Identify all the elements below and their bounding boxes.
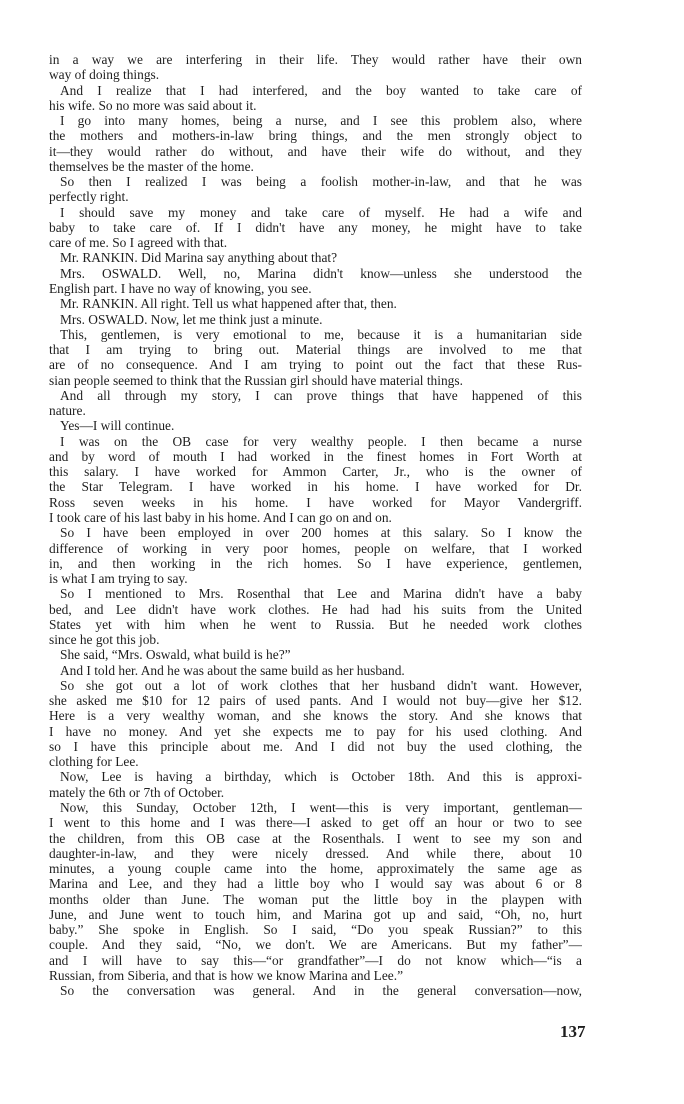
- text-line: June, and June went to touch him, and Marina got up and said, “Oh, no, hurt: [49, 906, 582, 922]
- paragraph: [49, 434, 582, 526]
- paragraph: [49, 113, 582, 174]
- text-line: clothing for Lee.: [49, 754, 139, 770]
- paragraph: [49, 52, 582, 83]
- paragraph: [49, 388, 582, 419]
- paragraph: [49, 266, 582, 297]
- text-line: daughter-in-law, and they were nicely dressed. And while there, about 10: [49, 845, 582, 861]
- paragraph: [49, 647, 582, 662]
- text-line: This, gentlemen, is very emotional to me, because it is a humanitarian side: [60, 326, 582, 342]
- document-body: [49, 52, 582, 998]
- text-line: couple. And they said, “No, we don't. We are Americans. But my father”—: [49, 937, 582, 953]
- text-line: Now, Lee is having a birthday, which is October 18th. And this is approxi-: [60, 769, 582, 785]
- text-line: is what I am trying to say.: [49, 571, 188, 587]
- text-line: perfectly right.: [49, 189, 129, 205]
- text-line: the Star Telegram. I have worked in his home. I have worked for Dr.: [49, 479, 582, 495]
- text-line: And all through my story, I can prove things that have happened of this: [60, 387, 582, 403]
- text-line: sian people seemed to think that the Russian girl should have material things.: [49, 372, 463, 388]
- paragraph: [49, 205, 582, 251]
- text-line: baby to take care of. If I didn't have any money, he might have to take: [49, 219, 582, 235]
- text-line: months older than June. The woman put the little boy in the playpen with: [49, 891, 582, 907]
- text-line: So then I realized I was being a foolish mother-in-law, and that he was: [60, 174, 582, 190]
- text-line: Mr. RANKIN. Did Marina say anything about that?: [60, 250, 338, 266]
- text-line: I went to this home and I was there—I asked to get off an hour or two to see: [49, 815, 582, 831]
- paragraph: [49, 312, 582, 327]
- text-line: States yet with him when he went to Russia. But he needed work clothes: [49, 616, 582, 632]
- paragraph: [49, 800, 582, 983]
- text-line: I go into many homes, being a nurse, and I see this problem also, where: [60, 113, 582, 129]
- paragraph: [49, 327, 582, 388]
- text-line: Now, this Sunday, October 12th, I went—this is very important, gentleman—: [60, 800, 582, 816]
- text-line: that I am trying to bring out. Material things are involved to me that: [49, 342, 582, 358]
- paragraph: [49, 678, 582, 770]
- page-number: 137: [560, 1022, 586, 1041]
- text-line: are of no consequence. And I am trying to point out the fact that these Rus-: [49, 357, 582, 373]
- text-line: the mothers and mothers-in-law bring things, and the men strongly object to: [49, 128, 582, 144]
- paragraph: [49, 296, 582, 311]
- text-line: Russian, from Siberia, and that is how we know Marina and Lee.”: [49, 967, 404, 983]
- paragraph: [49, 983, 582, 998]
- text-line: I have no money. And yet she expects me to pay for his used clothing. And: [49, 723, 582, 739]
- text-line: in a way we are interfering in their life. They would rather have their own: [49, 52, 582, 67]
- text-line: And I realize that I had interfered, and the boy wanted to take care of: [60, 82, 582, 98]
- text-line: Mrs. OSWALD. Well, no, Marina didn't know—unless she understood the: [60, 265, 582, 281]
- text-line: and I will have to say this—“or grandfather”—I do not know which—“is a: [49, 952, 582, 968]
- text-line: Marina and Lee, and they had a little boy who I would say was about 6 or 8: [49, 876, 582, 892]
- text-line: mately the 6th or 7th of October.: [49, 784, 225, 800]
- text-line: Mrs. OSWALD. Now, let me think just a minute.: [60, 311, 323, 327]
- text-line: so I have this principle about me. And I did not buy the used clothing, the: [49, 738, 582, 754]
- paragraph: [49, 250, 582, 265]
- text-line: minutes, a young couple came into the home, approximately the same age as: [49, 861, 582, 877]
- text-line: So I have been employed in over 200 homes at this salary. So I know the: [60, 525, 582, 541]
- paragraph: [49, 525, 582, 586]
- text-line: she asked me $10 for 12 pairs of used pants. And I would not buy—give her $12.: [49, 693, 582, 709]
- text-line: baby.” She spoke in English. So I said, “Do you speak Russian?” to this: [49, 922, 582, 938]
- text-line: his wife. So no more was said about it.: [49, 97, 257, 113]
- text-line: She said, “Mrs. Oswald, what build is he?”: [60, 647, 291, 663]
- text-line: this salary. I have worked for Ammon Carter, Jr., who is the owner of: [49, 464, 582, 480]
- text-line: since he got this job.: [49, 632, 160, 648]
- text-line: the children, from this OB case at the Rosenthals. I went to see my son and: [49, 830, 582, 846]
- text-line: Mr. RANKIN. All right. Tell us what happened after that, then.: [60, 296, 397, 312]
- text-line: in, and then working in the rich homes. So I have experience, gentlemen,: [49, 555, 582, 571]
- text-line: And I told her. And he was about the same build as her husband.: [60, 662, 405, 678]
- text-line: So I mentioned to Mrs. Rosenthal that Lee and Marina didn't have a baby: [60, 586, 582, 602]
- text-line: bed, and Lee didn't have work clothes. He had had his suits from the United: [49, 601, 582, 617]
- paragraph: [49, 663, 582, 678]
- text-line: way of doing things.: [49, 67, 160, 83]
- text-line: difference of working in very poor homes, people on welfare, that I worked: [49, 540, 582, 556]
- text-line: So the conversation was general. And in the general conversation—now,: [60, 983, 582, 999]
- paragraph: [49, 586, 582, 647]
- text-line: and by word of mouth I had worked in the finest homes in Fort Worth at: [49, 448, 582, 464]
- text-line: it—they would rather do without, and have their wife do without, and they: [49, 143, 582, 159]
- text-line: care of me. So I agreed with that.: [49, 235, 228, 251]
- paragraph: [49, 174, 582, 205]
- text-line: I took care of his last baby in his home. And I can go on and on.: [49, 509, 392, 525]
- text-line: nature.: [49, 403, 86, 419]
- text-line: So she got out a lot of work clothes that her husband didn't want. However,: [60, 677, 582, 693]
- text-line: I should save my money and take care of myself. He had a wife and: [60, 204, 582, 220]
- text-line: English part. I have no way of knowing, you see.: [49, 280, 312, 296]
- paragraph: [49, 83, 582, 114]
- text-line: Yes—I will continue.: [60, 418, 175, 434]
- paragraph: [49, 418, 582, 433]
- text-line: Here is a very wealthy woman, and she knows the story. And she knows that: [49, 708, 582, 724]
- text-line: themselves be the master of the home.: [49, 158, 254, 174]
- text-line: Ross seven weeks in his home. I have worked for Mayor Vandergriff.: [49, 494, 582, 510]
- text-line: I was on the OB case for very wealthy people. I then became a nurse: [60, 433, 582, 449]
- paragraph: [49, 769, 582, 800]
